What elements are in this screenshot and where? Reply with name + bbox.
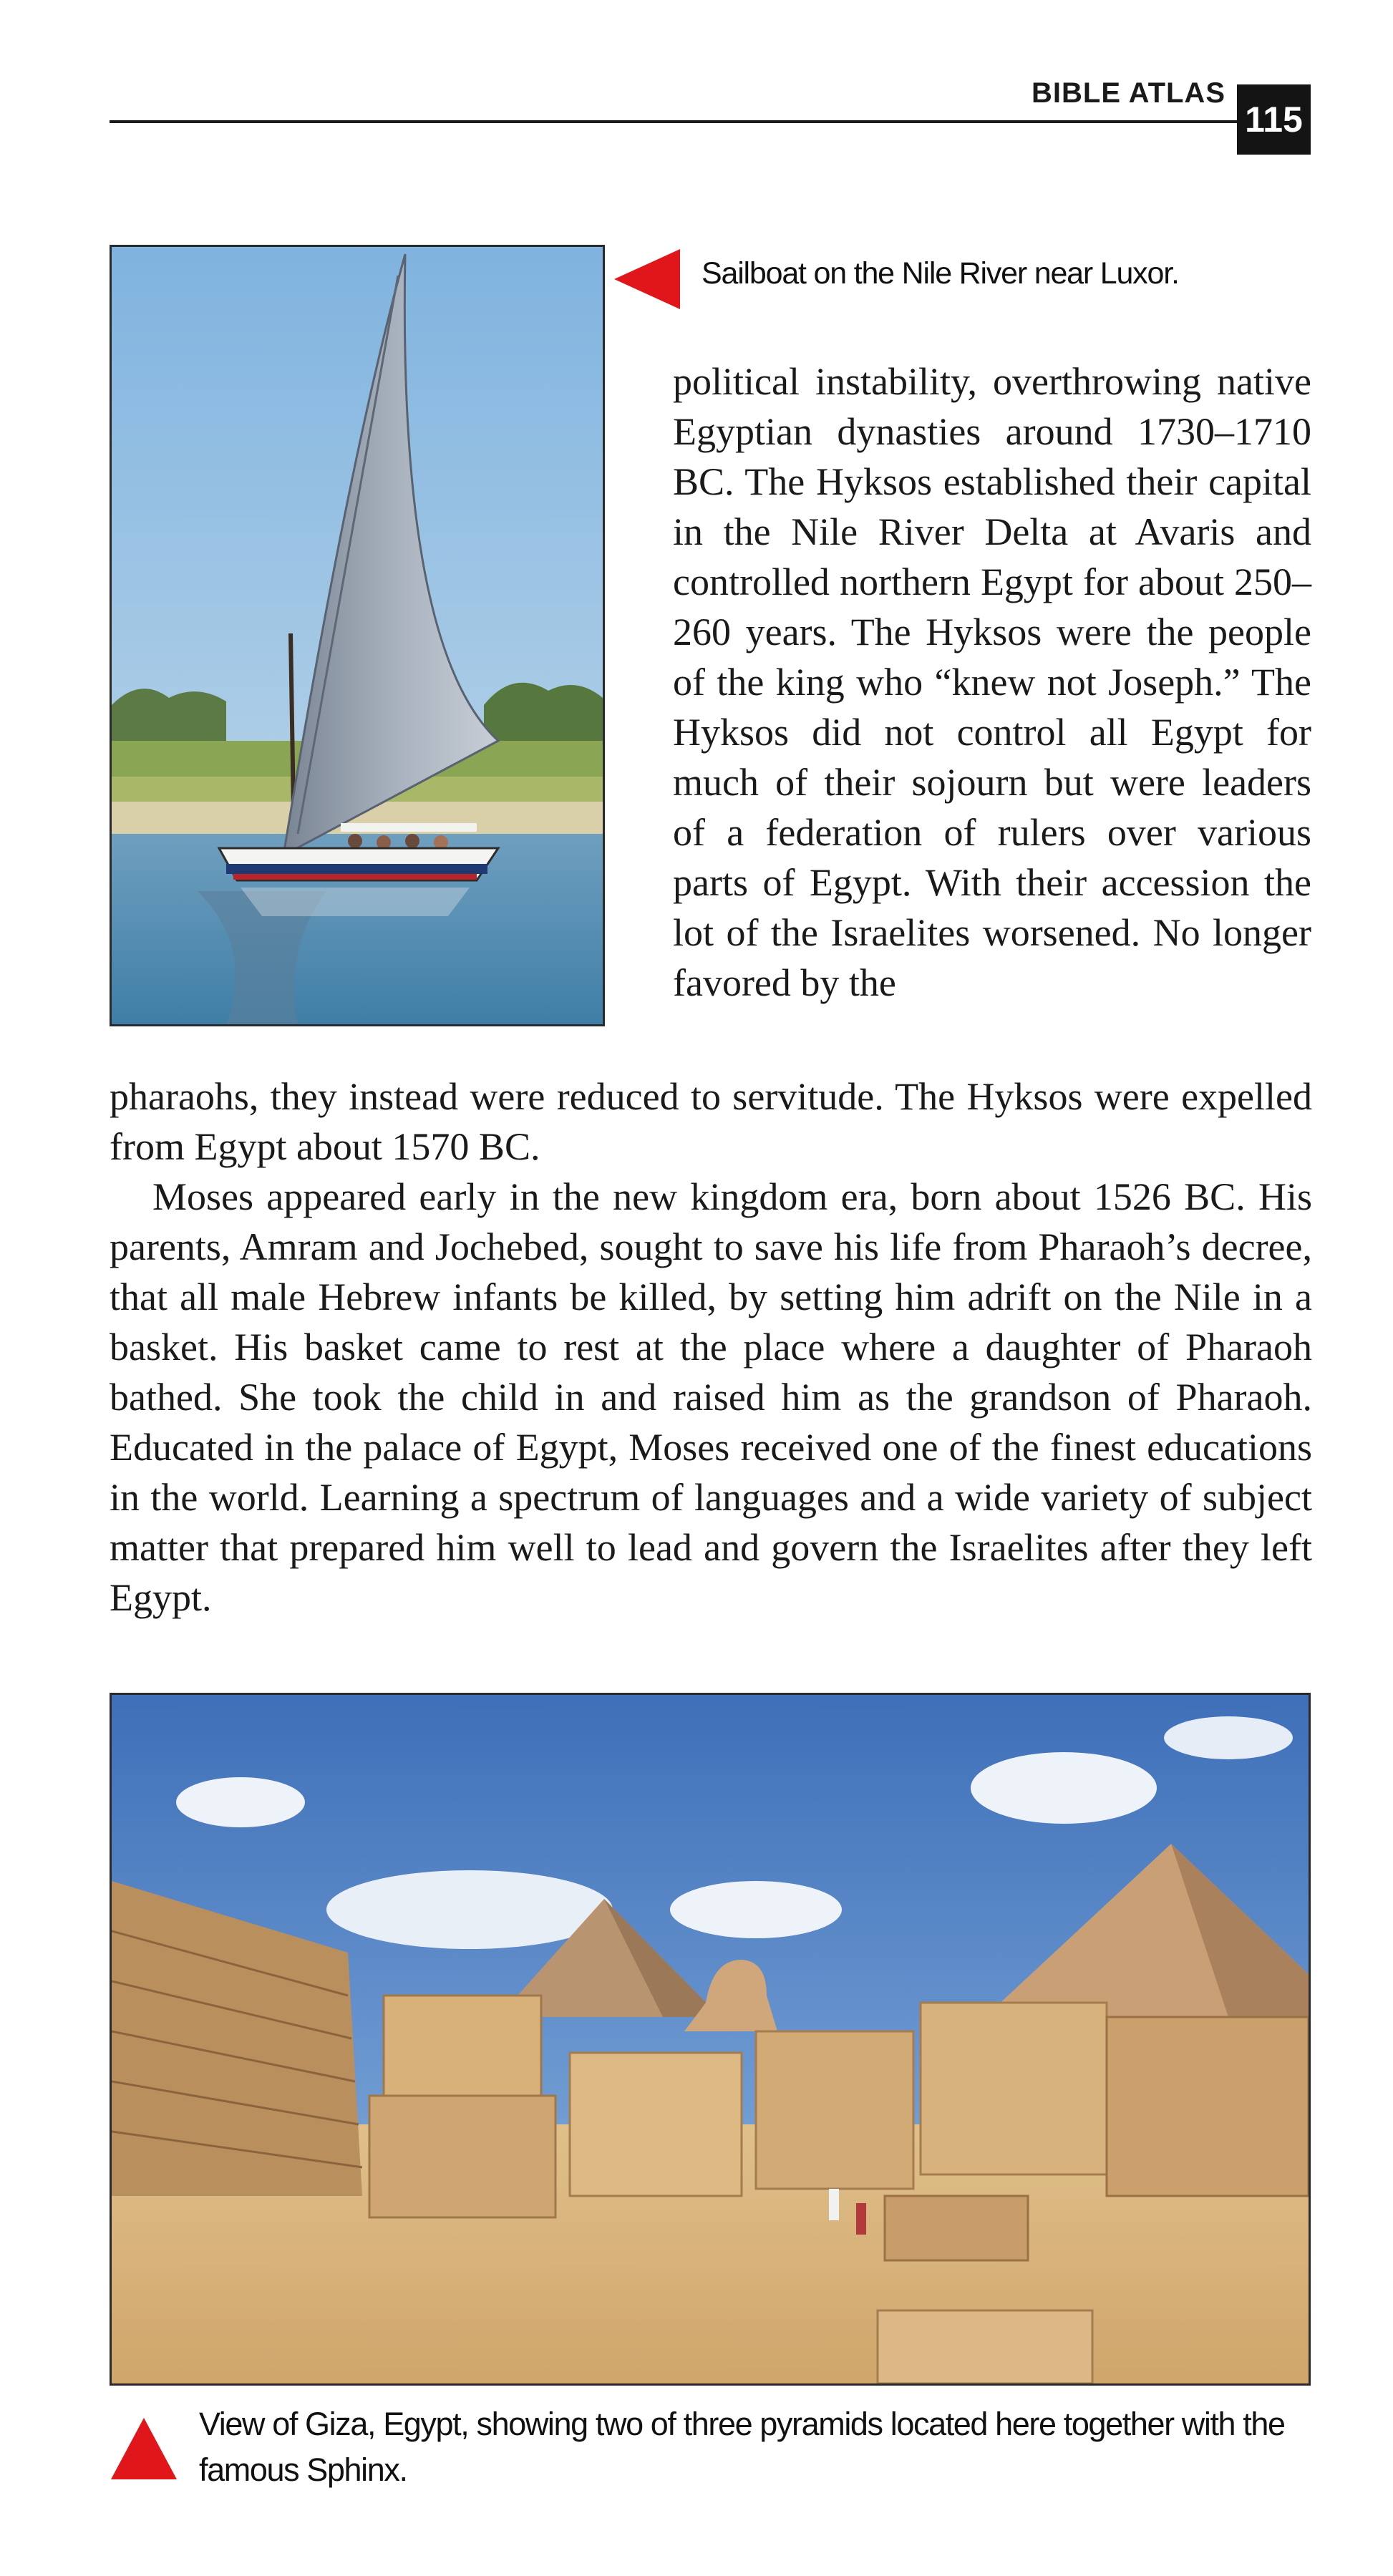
- continuation-paragraph: [110, 1071, 1312, 1172]
- page-number: 115: [1237, 84, 1311, 155]
- moses-paragraph-text: Moses appeared early in the new kingdom era, born about 1526 BC. His parents, Amram and Jochebed, sought to save his life from Pharaoh’s decree, that all male Hebrew infants be killed, by setting him adrift on the Nile in a basket. His basket came to rest at the place where a daughter of Pharaoh bathed. She took the child in and raised him as the grandson of Pharaoh. Educated in the palace of Egypt, Moses received one of the finest educations in the world. Learning a spectrum of languages and a wide variety of subject matter that prepared him well to lead and govern the Israelites after they left Egypt.: [110, 1175, 1312, 1619]
- header-rule: [110, 120, 1237, 123]
- caption-pointer-up-icon: [110, 2415, 178, 2481]
- caption-marker-shape: [111, 2418, 177, 2479]
- column-paragraph: [673, 356, 1311, 1008]
- running-header: BIBLE ATLAS: [1032, 77, 1225, 109]
- sailboat-photo: [110, 245, 605, 1026]
- moses-paragraph: [110, 1172, 1312, 1623]
- continuation-paragraph-text: pharaohs, they instead were reduced to servitude. The Hyksos were expelled from Egypt about 1570 BC.: [110, 1075, 1312, 1168]
- giza-photo: [110, 1693, 1311, 2386]
- sailboat-caption: Sailboat on the Nile River near Luxor.: [702, 256, 1179, 291]
- caption-marker-shape: [614, 249, 680, 309]
- giza-caption: View of Giza, Egypt, showing two of three pyramids located here together with the famous Sphinx.: [199, 2406, 1285, 2488]
- column-paragraph-text: political instability, overthrowing native Egyptian dynasties around 1730–1710 BC. The Hyksos established their capital in the Nile River Delta at Avaris and controlled northern Egypt for about 250–260 years. The Hyksos were the people of the king who “knew not Joseph.” The Hyksos did not control all Egypt for much of their sojourn but were leaders of a federation of rulers over various parts of Egypt. With their accession the lot of the Israelites worsened. No longer favored by the: [673, 360, 1311, 1004]
- caption-pointer-left-icon: [611, 245, 680, 314]
